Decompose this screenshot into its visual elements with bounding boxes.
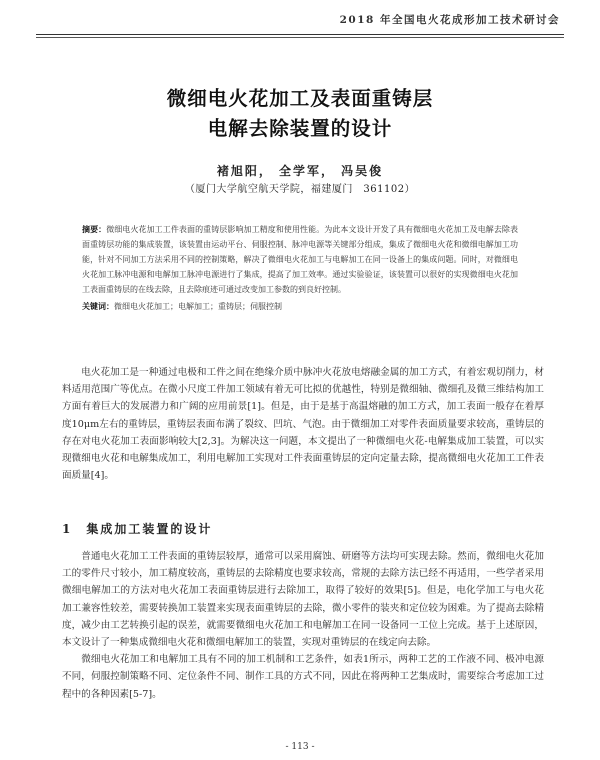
title-line-1: 微细电火花加工及表面重铸层 <box>166 87 434 110</box>
abstract-text: 微细电火花加工工件表面的重铸层影响加工精度和使用性能。为此本文设计开发了具有微细电火花加工及电解去除表面重铸层功能的集成装置，该装置由运动平台、伺服控制、脉冲电源等关键部分组成，集成了微细电火花和微细电解加工功能，针对不同加工方法采用不同的控制策略，解决了微细电火花加工与电解加工在同一设备上的集成问题。同时，对微细电火花加工脉冲电源和电解加工脉冲电源进行了集成，提高了加工效率。通过实验验证，该装置可以很好的实现微细电火花加工表面重铸层的在线去除，且去除痕迹可通过改变加工参数的到良好控制。 <box>82 225 519 294</box>
authors: 褚旭阳， 全学军， 冯吴俊 <box>216 164 384 178</box>
intro-section <box>62 364 544 484</box>
intro-paragraph: 电火花加工是一种通过电极和工件之间在绝缘介质中脉冲火花放电熔融金属的加工方式，有着宏观切削力，材料适用范围广等优点。在微小尺度工件加工领域有着无可比拟的优越性，特别是微细轴、微细孔及微三维结构加工方面有着巨大的发展潜力和广阔的应用前景[1]。但是，由于是基于高温熔融的加工方式，加工表面一般存在着厚度10μm左右的重铸层，重铸层表面布满了裂纹、凹坑、气泡。由于微细加工对零件表面质量要求较高，重铸层的存在对电火花加工表面影响较大[2,3]。为解决这一问题，本文提出了一种微细电火花-电解集成加工装置，可以实现微细电火花和电解集成加工，利用电解加工实现对工件表面重铸层的定向定量去除，提高微细电火花加工工件表面质量[4]。 <box>62 367 544 482</box>
keywords-label: 关键词： <box>82 301 114 311</box>
abstract-label: 摘要： <box>82 224 107 234</box>
section-1-paragraph-2: 微细电火花加工和电解加工具有不同的加工机制和工艺条件，如表1所示，两种工艺的工作液不同、极冲电源不同，伺服控制策略不同、定位条件不同、制作工具的方式不同，因此在将两种工艺集成时，需要综合考虑加工过程中的各种因素[5-7]。 <box>62 654 544 700</box>
section-heading <box>62 520 226 537</box>
title-line-2: 电解去除装置的设计 <box>207 117 393 140</box>
keywords <box>82 299 518 314</box>
running-header: 2018 年全国电火花成形加工技术研讨会 <box>339 14 560 26</box>
paper-title <box>0 84 600 144</box>
section-title: 集成加工装置的设计 <box>86 522 213 536</box>
section-1-body <box>62 548 544 703</box>
header-rule-thin <box>36 37 564 38</box>
affiliation: （厦门大学航空航天学院，福建厦门 361102） <box>184 184 416 195</box>
section-number: 1 <box>62 522 73 536</box>
abstract <box>82 222 518 297</box>
page-number: - 113 - <box>285 742 315 752</box>
keywords-text: 微细电火花加工；电解加工；重铸层；伺服控制 <box>114 302 282 311</box>
header-rule <box>36 34 564 35</box>
abstract-block <box>82 222 518 314</box>
section-1-paragraph-1: 普通电火花加工工件表面的重铸层较厚，通常可以采用腐蚀、研磨等方法均可实现去除。然而，微细电火花加工的零件尺寸较小，加工精度较高，重铸层的去除精度也要求较高，常规的去除方法已经不再适用，一些学者采用微细电解加工的方法对电火花加工表面重铸层进行去除加工，取得了较好的效果[5]。但是，电化学加工与电火花加工兼容性较差，需要转换加工装置来实现表面重铸层的去除，微小零件的装夹和定位较为困难。为了提高去除精度，减少由工艺转换引起的误差，就需要微细电火花加工和电解加工在同一设备同一工位上完成。基于上述原因，本文设计了一种集成微细电火花和微细电解加工的装置，实现对重铸层的在线定向去除。 <box>62 551 544 649</box>
